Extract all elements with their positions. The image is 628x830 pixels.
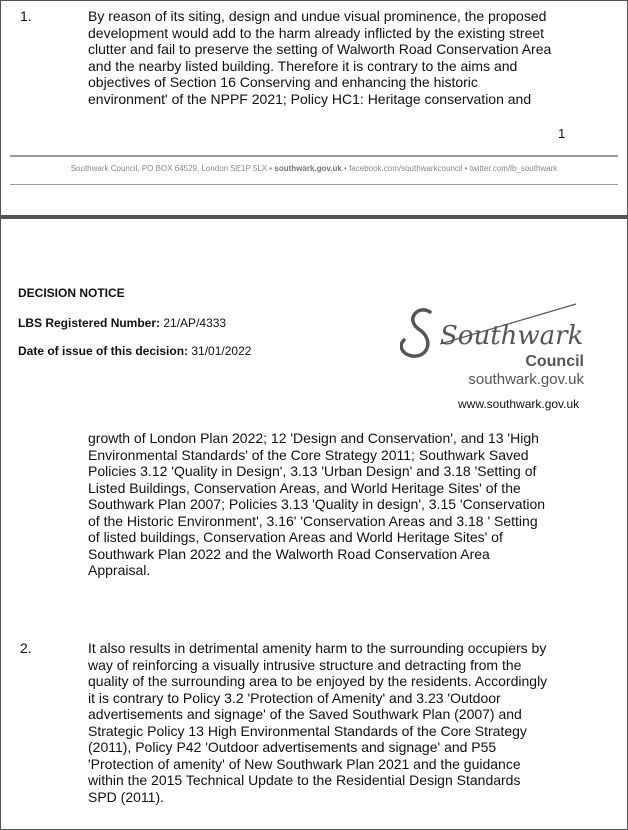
text-line: environment' of the NPPF 2021; Policy HC1: Heritage conservation and: [88, 90, 532, 107]
registered-number-value: 21/AP/4333: [163, 316, 227, 330]
logo-site: southwark.gov.uk: [468, 371, 584, 388]
text-line: Southwark Plan 2022 and the Walworth Road Conservation Area: [88, 545, 490, 562]
footer-rule-bottom: [10, 184, 618, 185]
issue-date-value: 31/01/2022: [191, 344, 252, 358]
text-line: growth of London Plan 2022; 12 'Design and Conservation', and 13 'High: [88, 430, 539, 446]
registered-number: [18, 316, 226, 330]
text-line: Appraisal.: [88, 562, 151, 578]
text-line: Strategic Policy 13 High Environmental Standards of the Core Strategy: [88, 722, 527, 739]
page-number: 1: [558, 126, 566, 141]
footer-site[interactable]: southwark.gov.uk: [274, 164, 342, 173]
footer-social: • facebook.com/southwarkcouncil • twitter.com/lb_southwark: [344, 164, 558, 173]
logo-wordmark: Southwark: [440, 321, 584, 351]
text-line: advertisements and signage' of the Saved Southwark Plan (2007) and: [88, 706, 522, 722]
text-line: Environmental Standards' of the Core Strategy 2011; Southwark Saved: [88, 446, 529, 463]
text-line: (2011), Policy P42 'Outdoor advertisements and signage' and P55: [88, 739, 497, 755]
logo-s-swash: [401, 310, 430, 356]
text-line: it is contrary to Policy 3.2 'Protection of Amenity' and 3.23 'Outdoor: [88, 689, 501, 706]
text-line: Policies 3.12 'Quality in Design', 3.13 'Urban Design' and 3.18 'Setting of: [88, 463, 537, 479]
item-1-text: [88, 8, 588, 107]
text-line: SPD (2011).: [88, 788, 164, 805]
website-link[interactable]: www.southwark.gov.uk: [458, 397, 580, 411]
footer-address: Southwark Council, PO BOX 64529, London SE1P 5LX •: [70, 164, 273, 173]
item-2-number: 2.: [20, 640, 32, 656]
item-1-number: 1.: [20, 8, 32, 24]
southwark-logo: [400, 300, 600, 390]
text-line: It also results in detrimental amenity harm to the surrounding occupiers by: [88, 640, 547, 656]
text-line: Southwark Plan 2007; Policies 3.13 'Quality in design', 3.15 'Conservation: [88, 496, 546, 512]
issue-date: [18, 344, 251, 358]
text-line: 'Protection of amenity' of New Southwark Plan 2021 and the guidance: [88, 755, 521, 772]
registered-number-label: LBS Registered Number:: [18, 316, 161, 330]
text-line: of listed buildings, Conservation Areas and World Heritage Sites' of: [88, 529, 503, 545]
logo-council: Council: [525, 353, 584, 370]
text-line: way of reinforcing a visually intrusive structure and detracting from the: [88, 656, 522, 673]
text-line: of the Historic Environment', 3.16' 'Conservation Areas and 3.18 ' Setting: [88, 512, 538, 529]
text-line: quality of the surrounding area to be enjoyed by the residents. Accordingly: [88, 673, 548, 689]
text-line: clutter and fail to preserve the setting of Walworth Road Conservation Area: [88, 41, 552, 57]
item-1-continued-text: [88, 430, 588, 579]
issue-date-label: Date of issue of this decision:: [18, 344, 189, 358]
footer-rule: [10, 155, 618, 157]
text-line: By reason of its siting, design and undue visual prominence, the proposed: [88, 8, 547, 24]
decision-notice-heading: DECISION NOTICE: [18, 286, 125, 300]
text-line: objectives of Section 16 Conserving and enhancing the historic: [88, 74, 478, 90]
text-line: within the 2015 Technical Update to the Residential Design Standards: [88, 772, 521, 788]
page-break: [0, 215, 628, 219]
text-line: Listed Buildings, Conservation Areas, and World Heritage Sites' of the: [88, 479, 521, 496]
text-line: and the nearby listed building. Therefore it is contrary to the aims and: [88, 57, 518, 74]
item-2-text: [88, 640, 588, 805]
text-line: development would add to the harm already inflicted by the existing street: [88, 24, 545, 41]
footer-text: [0, 164, 628, 173]
